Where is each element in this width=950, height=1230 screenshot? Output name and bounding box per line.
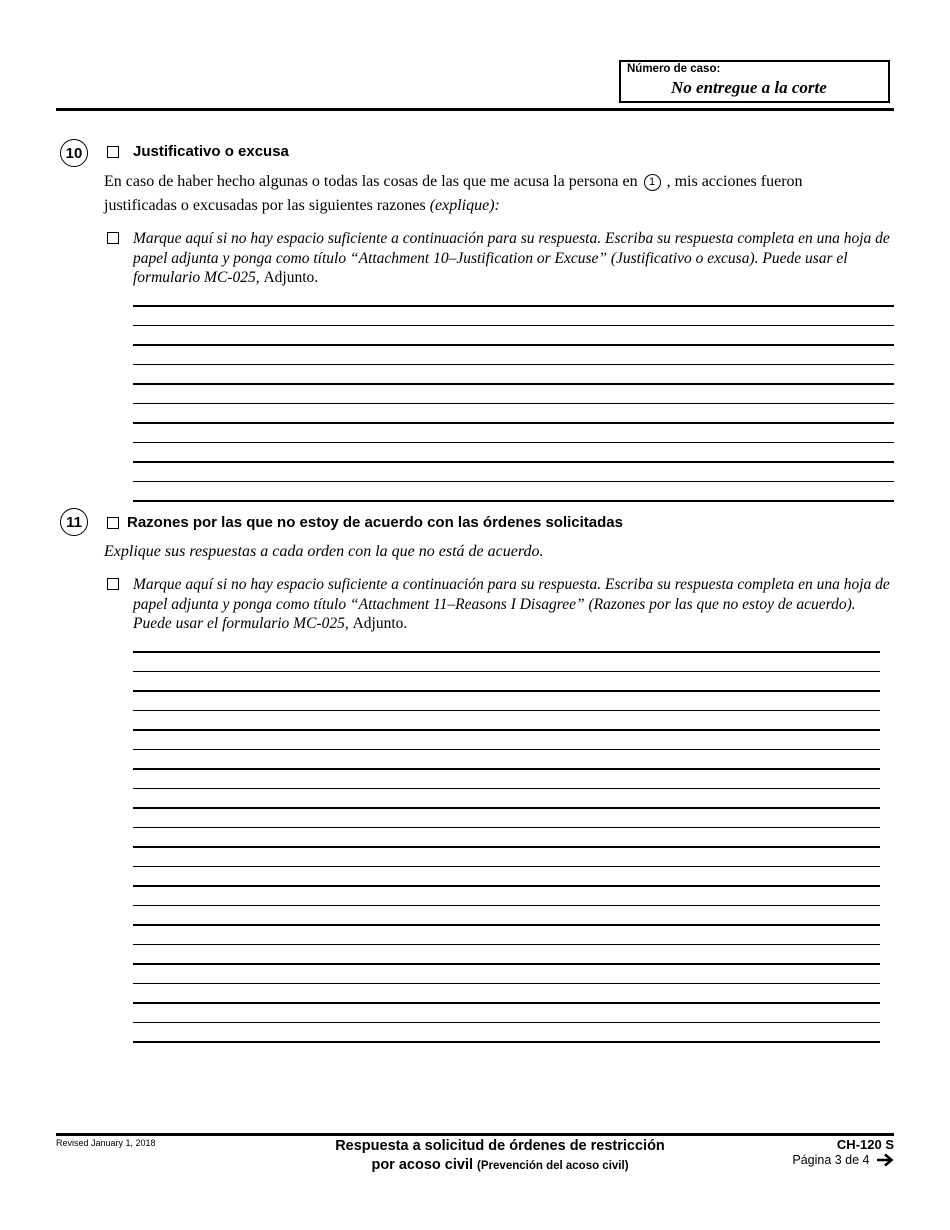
section-10-body (104, 170, 894, 218)
answer-line[interactable] (133, 500, 894, 502)
section-10-body-text: En caso de haber hecho algunas o todas las cosas de las que me acusa la persona en (104, 173, 638, 190)
section-10-attach-note-text: Marque aquí si no hay espacio suficiente a continuación para su respuesta. Escriba su respuesta completa en una hoja de papel adjunta y ponga como título “Attachment 10–Justification or Excuse” (Justificativo o excusa). Puede usar el formulario MC-025, (133, 230, 890, 286)
answer-line[interactable] (133, 1002, 880, 1004)
answer-line[interactable] (133, 422, 894, 424)
section-11-attach-checkbox[interactable] (107, 578, 119, 590)
section-11-attach-note-end: Adjunto. (352, 615, 408, 632)
answer-line[interactable] (133, 671, 880, 672)
answer-line[interactable] (133, 749, 880, 750)
footer-rule (56, 1133, 894, 1136)
section-10-attach-note-end: Adjunto. (263, 269, 319, 286)
arrow-right-icon (876, 1153, 894, 1167)
form-title-line2-main: por acoso civil (371, 1157, 474, 1173)
form-title (290, 1137, 710, 1176)
answer-line[interactable] (133, 383, 894, 385)
case-number-box (619, 60, 890, 103)
answer-line[interactable] (133, 344, 894, 346)
page-indicator (792, 1153, 894, 1167)
answer-line[interactable] (133, 768, 880, 770)
answer-line[interactable] (133, 710, 880, 711)
section-11-title: Razones por las que no estoy de acuerdo con las órdenes solicitadas (127, 514, 623, 531)
answer-line[interactable] (133, 651, 880, 653)
section-10-body-text-2: , mis acciones fueron (666, 173, 803, 190)
section-11-number: 11 (60, 508, 88, 536)
header-rule (56, 108, 894, 111)
answer-line[interactable] (133, 846, 880, 848)
section-10-title: Justificativo o excusa (133, 143, 289, 160)
form-id: CH-120 S (836, 1137, 894, 1152)
answer-line[interactable] (133, 729, 880, 731)
section-10-body-line2: justificadas o excusadas por las siguientes razones (104, 197, 426, 214)
answer-line[interactable] (133, 690, 880, 692)
case-number-value[interactable]: No entregue a la corte (671, 78, 827, 97)
answer-line[interactable] (133, 807, 880, 809)
answer-line[interactable] (133, 983, 880, 984)
section-11-checkbox[interactable] (107, 517, 119, 529)
section-10-number: 10 (60, 139, 88, 167)
answer-line[interactable] (133, 325, 894, 326)
section-1-reference: 1 (644, 174, 661, 191)
answer-line[interactable] (133, 364, 894, 365)
section-11-attach-note (133, 575, 893, 634)
answer-line[interactable] (133, 1041, 880, 1043)
answer-line[interactable] (133, 305, 894, 307)
answer-line[interactable] (133, 963, 880, 965)
form-title-line2 (290, 1156, 710, 1176)
section-10-explain: (explique): (429, 197, 500, 214)
answer-line[interactable] (133, 1022, 880, 1023)
section-10-attach-checkbox[interactable] (107, 232, 119, 244)
answer-line[interactable] (133, 827, 880, 828)
form-title-line1: Respuesta a solicitud de órdenes de restricción (335, 1138, 665, 1154)
answer-line[interactable] (133, 944, 880, 945)
answer-line[interactable] (133, 866, 880, 867)
form-title-line2-sub: (Prevención del acoso civil) (477, 1160, 629, 1172)
answer-line[interactable] (133, 481, 894, 482)
page-label: Página 3 de 4 (792, 1153, 870, 1167)
answer-line[interactable] (133, 885, 880, 887)
section-11-attach-note-text: Marque aquí si no hay espacio suficiente a continuación para su respuesta. Escriba su respuesta completa en una hoja de papel adjunta y ponga como título “Attachment 11–Reasons I Disagree” (Razones por las que no estoy de acuerdo). Puede usar el formulario MC-025, (133, 576, 890, 632)
section-10-attach-note (133, 229, 893, 288)
answer-line[interactable] (133, 924, 880, 926)
revised-date: Revised January 1, 2018 (56, 1138, 156, 1148)
section-11-instruction: Explique sus respuestas a cada orden con la que no está de acuerdo. (104, 543, 544, 560)
case-number-label: Número de caso: (627, 63, 721, 75)
answer-line[interactable] (133, 905, 880, 906)
answer-line[interactable] (133, 788, 880, 789)
answer-line[interactable] (133, 442, 894, 443)
section-10-checkbox[interactable] (107, 146, 119, 158)
answer-line[interactable] (133, 403, 894, 404)
answer-line[interactable] (133, 461, 894, 463)
